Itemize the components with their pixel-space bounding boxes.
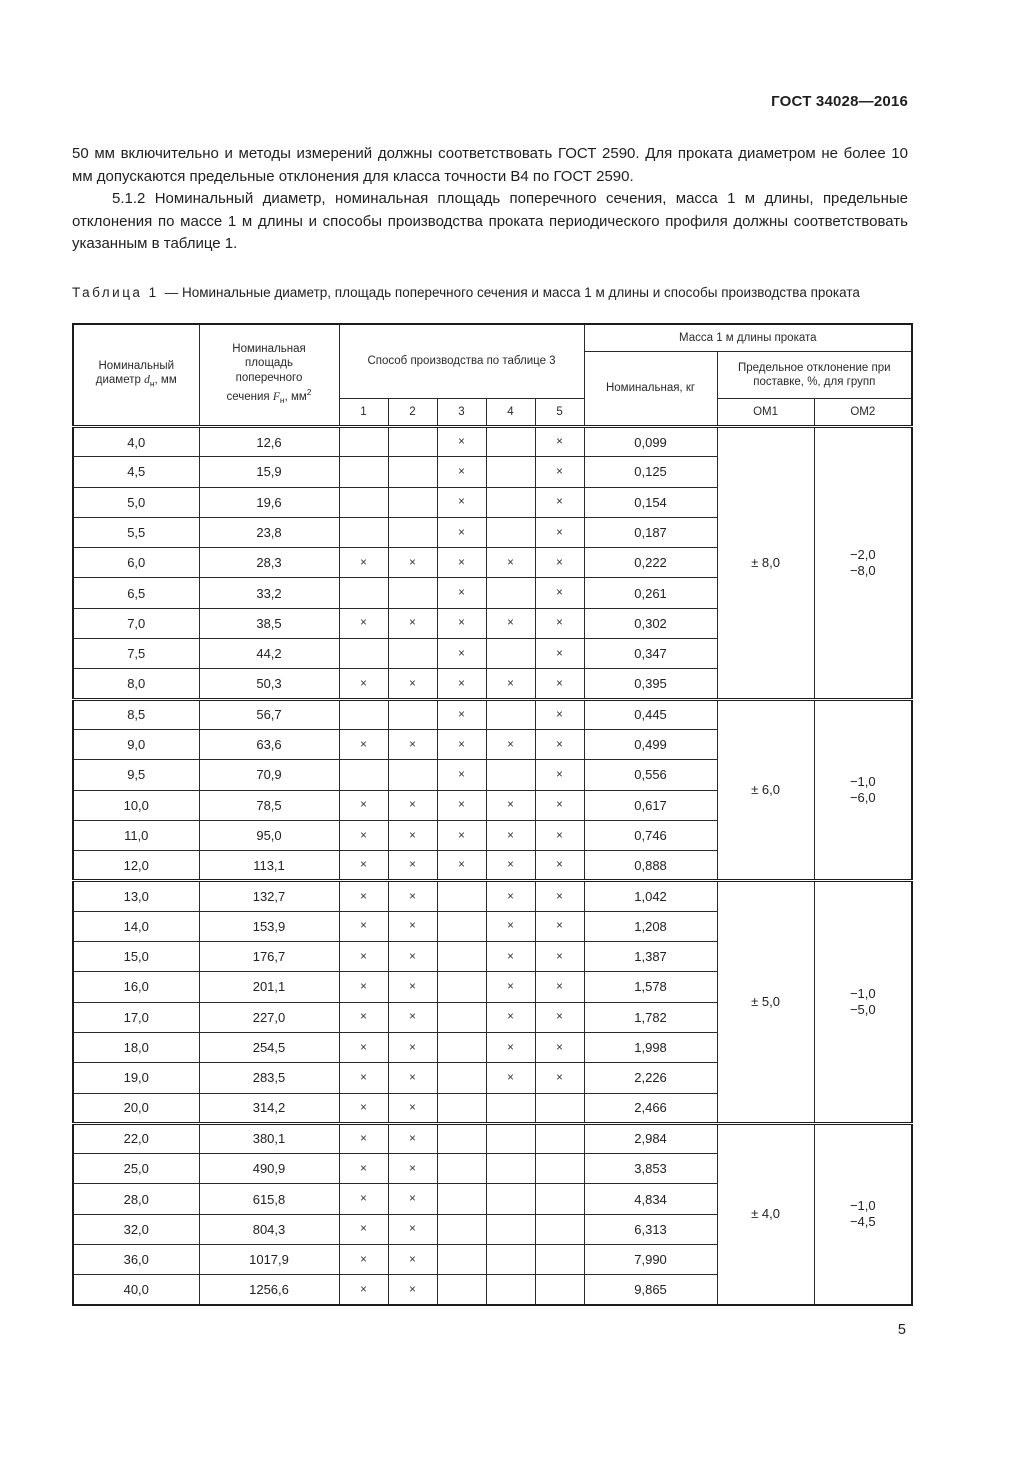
method-mark-cell: × [388, 1123, 437, 1153]
method-mark-cell: × [535, 1032, 584, 1062]
method-mark-cell: × [339, 820, 388, 850]
diameter-cell: 16,0 [73, 972, 199, 1002]
om2-deviation-line: −1,0 [849, 774, 876, 790]
mass-cell: 0,617 [584, 790, 717, 820]
method-mark-cell [388, 517, 437, 547]
method-mark-cell: × [437, 820, 486, 850]
table-row [73, 1123, 912, 1153]
area-cell: 380,1 [199, 1123, 339, 1153]
method-mark-cell: × [339, 1002, 388, 1032]
area-cell: 283,5 [199, 1063, 339, 1093]
method-mark-cell: × [339, 729, 388, 759]
method-mark-cell [388, 578, 437, 608]
mass-cell: 0,888 [584, 851, 717, 881]
mass-cell: 7,990 [584, 1245, 717, 1275]
mass-cell: 0,499 [584, 729, 717, 759]
method-mark-cell: × [388, 1063, 437, 1093]
area-cell: 113,1 [199, 851, 339, 881]
method-mark-cell [437, 972, 486, 1002]
method-mark-cell: × [339, 669, 388, 699]
method-mark-cell: × [535, 881, 584, 911]
diameter-cell: 6,0 [73, 548, 199, 578]
method-mark-cell: × [339, 881, 388, 911]
method-mark-cell: × [388, 669, 437, 699]
mass-cell: 0,099 [584, 427, 717, 457]
area-cell: 33,2 [199, 578, 339, 608]
diameter-cell: 7,0 [73, 608, 199, 638]
method-mark-cell: × [535, 608, 584, 638]
col-header-method-4: 4 [486, 399, 535, 427]
area-cell: 254,5 [199, 1032, 339, 1062]
method-mark-cell [535, 1275, 584, 1305]
method-mark-cell: × [486, 911, 535, 941]
method-mark-cell: × [486, 1002, 535, 1032]
method-mark-cell: × [388, 548, 437, 578]
method-mark-cell: × [535, 851, 584, 881]
method-mark-cell: × [486, 820, 535, 850]
method-mark-cell: × [388, 790, 437, 820]
diameter-cell: 22,0 [73, 1123, 199, 1153]
area-cell: 153,9 [199, 911, 339, 941]
method-mark-cell: × [486, 1063, 535, 1093]
method-mark-cell: × [339, 1063, 388, 1093]
method-mark-cell: × [437, 639, 486, 669]
method-mark-cell [339, 760, 388, 790]
method-mark-cell [437, 1245, 486, 1275]
diameter-cell: 6,5 [73, 578, 199, 608]
method-mark-cell: × [535, 457, 584, 487]
method-mark-cell [339, 427, 388, 457]
mass-cell: 1,042 [584, 881, 717, 911]
method-mark-cell: × [486, 729, 535, 759]
method-mark-cell: × [437, 669, 486, 699]
method-mark-cell: × [388, 1184, 437, 1214]
area-cell: 70,9 [199, 760, 339, 790]
method-mark-cell [388, 487, 437, 517]
mass-cell: 2,466 [584, 1093, 717, 1123]
area-cell: 227,0 [199, 1002, 339, 1032]
area-cell: 314,2 [199, 1093, 339, 1123]
diameter-cell: 18,0 [73, 1032, 199, 1062]
table-row [73, 427, 912, 457]
method-mark-cell [437, 942, 486, 972]
mass-cell: 0,445 [584, 699, 717, 729]
method-mark-cell [486, 1093, 535, 1123]
table-row [73, 881, 912, 911]
diameter-cell: 20,0 [73, 1093, 199, 1123]
diameter-cell: 13,0 [73, 881, 199, 911]
method-mark-cell: × [535, 790, 584, 820]
diameter-cell: 28,0 [73, 1184, 199, 1214]
method-mark-cell [388, 699, 437, 729]
area-cell: 615,8 [199, 1184, 339, 1214]
method-mark-cell [388, 639, 437, 669]
diameter-cell: 19,0 [73, 1063, 199, 1093]
method-mark-cell: × [437, 608, 486, 638]
col-header-nominal-diameter: Номинальный диаметр $d_н$, мм [73, 324, 199, 427]
method-mark-cell: × [437, 457, 486, 487]
diameter-cell: 14,0 [73, 911, 199, 941]
mass-cell: 0,154 [584, 487, 717, 517]
doc-header [72, 94, 908, 110]
diameter-cell: 8,0 [73, 669, 199, 699]
om1-deviation-cell: ± 4,0 [717, 1123, 814, 1305]
area-cell: 38,5 [199, 608, 339, 638]
om1-deviation-cell: ± 8,0 [717, 427, 814, 700]
method-mark-cell [437, 1093, 486, 1123]
method-mark-cell: × [486, 1032, 535, 1062]
method-mark-cell: × [535, 699, 584, 729]
diameter-cell: 9,5 [73, 760, 199, 790]
method-mark-cell: × [388, 851, 437, 881]
diameter-cell: 17,0 [73, 1002, 199, 1032]
method-mark-cell [486, 1214, 535, 1244]
col-header-method-3: 3 [437, 399, 486, 427]
method-mark-cell [486, 1245, 535, 1275]
method-mark-cell: × [535, 517, 584, 547]
col-header-production-method: Способ производства по таблице 3 [339, 324, 584, 399]
area-cell: 63,6 [199, 729, 339, 759]
mass-cell: 6,313 [584, 1214, 717, 1244]
diameter-cell: 25,0 [73, 1154, 199, 1184]
method-mark-cell: × [339, 1275, 388, 1305]
om1-deviation-cell: ± 5,0 [717, 881, 814, 1123]
method-mark-cell: × [339, 851, 388, 881]
om2-deviation-cell [814, 427, 912, 700]
method-mark-cell: × [437, 699, 486, 729]
method-mark-cell: × [339, 790, 388, 820]
col-header-om1: ОМ1 [717, 399, 814, 427]
col-header-method-2: 2 [388, 399, 437, 427]
method-mark-cell: × [339, 942, 388, 972]
mass-cell: 2,984 [584, 1123, 717, 1153]
method-mark-cell [535, 1214, 584, 1244]
method-mark-cell [437, 881, 486, 911]
area-cell: 56,7 [199, 699, 339, 729]
mass-cell: 1,208 [584, 911, 717, 941]
method-mark-cell [535, 1123, 584, 1153]
diameter-cell: 7,5 [73, 639, 199, 669]
om2-deviation-line: −5,0 [849, 1002, 876, 1018]
om2-deviation-cell [814, 881, 912, 1123]
mass-cell: 0,395 [584, 669, 717, 699]
area-cell: 15,9 [199, 457, 339, 487]
method-mark-cell [437, 1002, 486, 1032]
method-mark-cell: × [388, 1214, 437, 1244]
method-mark-cell: × [486, 790, 535, 820]
mass-cell: 9,865 [584, 1275, 717, 1305]
method-mark-cell: × [535, 578, 584, 608]
method-mark-cell: × [388, 911, 437, 941]
method-mark-cell: × [437, 548, 486, 578]
diameter-cell: 5,5 [73, 517, 199, 547]
method-mark-cell: × [437, 487, 486, 517]
method-mark-cell: × [388, 1275, 437, 1305]
area-cell: 44,2 [199, 639, 339, 669]
method-mark-cell: × [388, 1093, 437, 1123]
mass-cell: 3,853 [584, 1154, 717, 1184]
method-mark-cell: × [339, 1184, 388, 1214]
diameter-cell: 40,0 [73, 1275, 199, 1305]
method-mark-cell: × [486, 608, 535, 638]
method-mark-cell: × [339, 1245, 388, 1275]
table-1-rolled-steel [72, 323, 913, 1307]
method-mark-cell [437, 1275, 486, 1305]
om1-deviation-cell: ± 6,0 [717, 699, 814, 881]
col-header-method-5: 5 [535, 399, 584, 427]
method-mark-cell: × [535, 639, 584, 669]
standard-number: ГОСТ 34028—2016 [771, 93, 908, 110]
method-mark-cell: × [437, 517, 486, 547]
diameter-cell: 9,0 [73, 729, 199, 759]
col-header-deviation: Предельное отклонение при поставке, %, для групп [717, 352, 912, 399]
om2-deviation-line: −8,0 [849, 562, 876, 578]
method-mark-cell: × [437, 427, 486, 457]
col-header-method-1: 1 [339, 399, 388, 427]
method-mark-cell: × [339, 548, 388, 578]
area-cell: 176,7 [199, 942, 339, 972]
diameter-cell: 36,0 [73, 1245, 199, 1275]
method-mark-cell [437, 1063, 486, 1093]
method-mark-cell: × [486, 669, 535, 699]
table-row [73, 699, 912, 729]
mass-cell: 0,125 [584, 457, 717, 487]
area-cell: 201,1 [199, 972, 339, 1002]
mass-cell: 1,578 [584, 972, 717, 1002]
method-mark-cell [339, 457, 388, 487]
area-cell: 132,7 [199, 881, 339, 911]
area-cell: 95,0 [199, 820, 339, 850]
method-mark-cell [339, 517, 388, 547]
method-mark-cell: × [535, 820, 584, 850]
method-mark-cell [388, 427, 437, 457]
diameter-cell: 4,0 [73, 427, 199, 457]
table-body [73, 427, 912, 1306]
om2-deviation-line: −6,0 [849, 790, 876, 806]
diameter-cell: 11,0 [73, 820, 199, 850]
method-mark-cell: × [339, 1093, 388, 1123]
method-mark-cell: × [535, 760, 584, 790]
mass-cell: 0,302 [584, 608, 717, 638]
method-mark-cell: × [388, 729, 437, 759]
table-caption-text: — Номинальные диаметр, площадь поперечного сечения и масса 1 м длины и способы производства проката [164, 284, 860, 300]
method-mark-cell [437, 1123, 486, 1153]
area-cell: 1017,9 [199, 1245, 339, 1275]
method-mark-cell: × [437, 729, 486, 759]
method-mark-cell [486, 487, 535, 517]
method-mark-cell: × [437, 851, 486, 881]
method-mark-cell: × [437, 760, 486, 790]
method-mark-cell: × [388, 942, 437, 972]
area-cell: 78,5 [199, 790, 339, 820]
mass-cell: 1,387 [584, 942, 717, 972]
area-cell: 12,6 [199, 427, 339, 457]
method-mark-cell [486, 760, 535, 790]
method-mark-cell [486, 639, 535, 669]
om2-deviation-cell [814, 1123, 912, 1305]
method-mark-cell [339, 639, 388, 669]
method-mark-cell: × [486, 942, 535, 972]
method-mark-cell: × [486, 851, 535, 881]
method-mark-cell: × [388, 1245, 437, 1275]
table-caption-label: Таблица 1 [72, 284, 159, 300]
method-mark-cell [339, 578, 388, 608]
mass-cell: 0,261 [584, 578, 717, 608]
method-mark-cell: × [339, 608, 388, 638]
method-mark-cell: × [535, 942, 584, 972]
method-mark-cell: × [486, 548, 535, 578]
mass-cell: 0,556 [584, 760, 717, 790]
method-mark-cell [535, 1245, 584, 1275]
method-mark-cell: × [535, 911, 584, 941]
method-mark-cell [339, 487, 388, 517]
mass-cell: 2,226 [584, 1063, 717, 1093]
method-mark-cell [486, 1275, 535, 1305]
diameter-cell: 15,0 [73, 942, 199, 972]
mass-cell: 1,998 [584, 1032, 717, 1062]
method-mark-cell: × [535, 1063, 584, 1093]
method-mark-cell: × [535, 1002, 584, 1032]
method-mark-cell: × [535, 729, 584, 759]
method-mark-cell: × [339, 911, 388, 941]
method-mark-cell [486, 1184, 535, 1214]
method-mark-cell [486, 457, 535, 487]
mass-cell: 0,187 [584, 517, 717, 547]
paragraph-5-1-2: 5.1.2 Номинальный диаметр, номинальная площадь поперечного сечения, масса 1 м длины, предельные отклонения по массе 1 м длины и способы производства проката периодического профиля должны соответствовать указанным в таблице 1. [72, 190, 908, 252]
method-mark-cell [535, 1184, 584, 1214]
method-mark-cell: × [339, 1154, 388, 1184]
method-mark-cell [437, 1032, 486, 1062]
method-mark-cell [437, 911, 486, 941]
page-number: 5 [897, 1322, 906, 1339]
method-mark-cell [437, 1214, 486, 1244]
area-cell: 804,3 [199, 1214, 339, 1244]
col-header-nominal-area: Номинальная площадь поперечного сечения $F_н$, $мм^2$ [199, 324, 339, 427]
method-mark-cell: × [339, 972, 388, 1002]
method-mark-cell [486, 1154, 535, 1184]
method-mark-cell [437, 1154, 486, 1184]
method-mark-cell: × [388, 1154, 437, 1184]
col-header-mass-nominal: Номинальная, кг [584, 352, 717, 427]
om2-deviation-line: −2,0 [849, 546, 876, 562]
paragraph-measurement-methods: 50 мм включительно и методы измерений должны соответствовать ГОСТ 2590. Для проката диаметром не более 10 мм допускаются предельные отклонения для класса точности В4 по ГОСТ 2590. [72, 145, 908, 185]
om2-deviation-line: −1,0 [849, 986, 876, 1002]
method-mark-cell [388, 457, 437, 487]
area-cell: 490,9 [199, 1154, 339, 1184]
area-cell: 23,8 [199, 517, 339, 547]
mass-cell: 0,347 [584, 639, 717, 669]
area-cell: 50,3 [199, 669, 339, 699]
method-mark-cell: × [437, 578, 486, 608]
header-row-1 [73, 324, 912, 352]
area-cell: 1256,6 [199, 1275, 339, 1305]
method-mark-cell: × [388, 1032, 437, 1062]
mass-cell: 0,746 [584, 820, 717, 850]
method-mark-cell: × [339, 1032, 388, 1062]
method-mark-cell: × [437, 790, 486, 820]
method-mark-cell: × [339, 1123, 388, 1153]
method-mark-cell: × [535, 972, 584, 1002]
method-mark-cell [339, 699, 388, 729]
method-mark-cell: × [535, 548, 584, 578]
method-mark-cell: × [486, 972, 535, 1002]
mass-cell: 0,222 [584, 548, 717, 578]
om2-deviation-line: −4,5 [849, 1214, 876, 1230]
method-mark-cell [535, 1154, 584, 1184]
method-mark-cell [486, 517, 535, 547]
method-mark-cell: × [388, 972, 437, 1002]
diameter-cell: 32,0 [73, 1214, 199, 1244]
method-mark-cell [486, 699, 535, 729]
diameter-cell: 12,0 [73, 851, 199, 881]
method-mark-cell [535, 1093, 584, 1123]
method-mark-cell: × [535, 487, 584, 517]
method-mark-cell: × [339, 1214, 388, 1244]
method-mark-cell: × [486, 881, 535, 911]
mass-cell: 4,834 [584, 1184, 717, 1214]
method-mark-cell: × [535, 669, 584, 699]
method-mark-cell: × [388, 608, 437, 638]
table-caption [72, 283, 908, 303]
method-mark-cell [486, 1123, 535, 1153]
om2-deviation-cell [814, 699, 912, 881]
method-mark-cell [486, 427, 535, 457]
col-header-om2: ОМ2 [814, 399, 912, 427]
diameter-cell: 5,0 [73, 487, 199, 517]
area-cell: 19,6 [199, 487, 339, 517]
method-mark-cell: × [388, 820, 437, 850]
method-mark-cell: × [388, 881, 437, 911]
method-mark-cell: × [535, 427, 584, 457]
diameter-cell: 10,0 [73, 790, 199, 820]
mass-cell: 1,782 [584, 1002, 717, 1032]
method-mark-cell [486, 578, 535, 608]
method-mark-cell [437, 1184, 486, 1214]
area-cell: 28,3 [199, 548, 339, 578]
table-header [73, 324, 912, 427]
method-mark-cell [388, 760, 437, 790]
method-mark-cell: × [388, 1002, 437, 1032]
diameter-cell: 4,5 [73, 457, 199, 487]
om2-deviation-line: −1,0 [849, 1198, 876, 1214]
col-header-mass-group: Масса 1 м длины проката [584, 324, 912, 352]
diameter-cell: 8,5 [73, 699, 199, 729]
